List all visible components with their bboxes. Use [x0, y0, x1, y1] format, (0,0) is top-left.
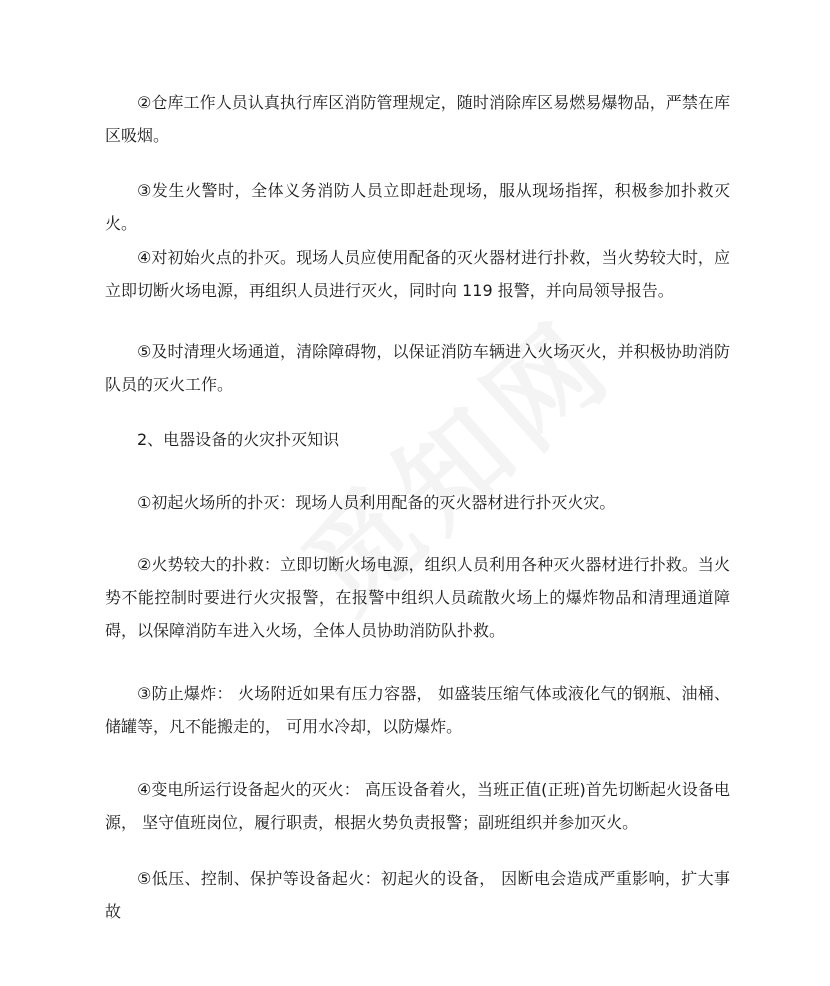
paragraph-prevent-explosion: ③防止爆炸： 火场附近如果有压力容器， 如盛装压缩气体或液化气的钢瓶、油桶、储罐等，凡不能搬走的， 可用水冷却，以防爆炸。 [105, 684, 730, 736]
paragraph-substation-fire: ④变电所运行设备起火的灭火： 高压设备着火，当班正值(正班)首先切断起火设备电源， 坚守值班岗位，履行职责，根据火势负责报警；副班组织并参加灭火。 [105, 780, 730, 832]
paragraph-clear-passage: ⑤及时清理火场通道，清除障碍物，以保证消防车辆进入火场灭火，并积极协助消防队员的灭火工作。 [105, 342, 730, 394]
section-heading-electrical: 2、电器设备的火灾扑灭知识 [137, 430, 340, 449]
paragraph-fire-alarm: ③发生火警时，全体义务消防人员立即赶赴现场，服从现场指挥，积极参加扑救灭火。 [105, 181, 730, 233]
paragraph-large-fire: ②火势较大的扑救：立即切断火场电源，组织人员利用各种灭火器材进行扑救。当火势不能控制时要进行火灾报警，在报警中组织人员疏散火场上的爆炸物品和清理通道障碍，以保障消防车进入火场，全体人员协助消防队扑救。 [105, 555, 730, 640]
paragraph-warehouse-rules: ②仓库工作人员认真执行库区消防管理规定，随时消除库区易燃易爆物品，严禁在库区吸烟。 [105, 93, 730, 145]
paragraph-low-voltage-fire: ⑤低压、控制、保护等设备起火：初起火的设备， 因断电会造成严重影响，扩大事故 [105, 869, 730, 921]
paragraph-initial-fire: ④对初始火点的扑灭。现场人员应使用配备的灭火器材进行扑救，当火势较大时，应立即切断火场电源，再组织人员进行灭火，同时向 119 报警，并向局领导报告。 [105, 248, 730, 300]
paragraph-initial-electrical-fire: ①初起火场所的扑灭：现场人员利用配备的灭火器材进行扑灭火灾。 [137, 493, 616, 512]
